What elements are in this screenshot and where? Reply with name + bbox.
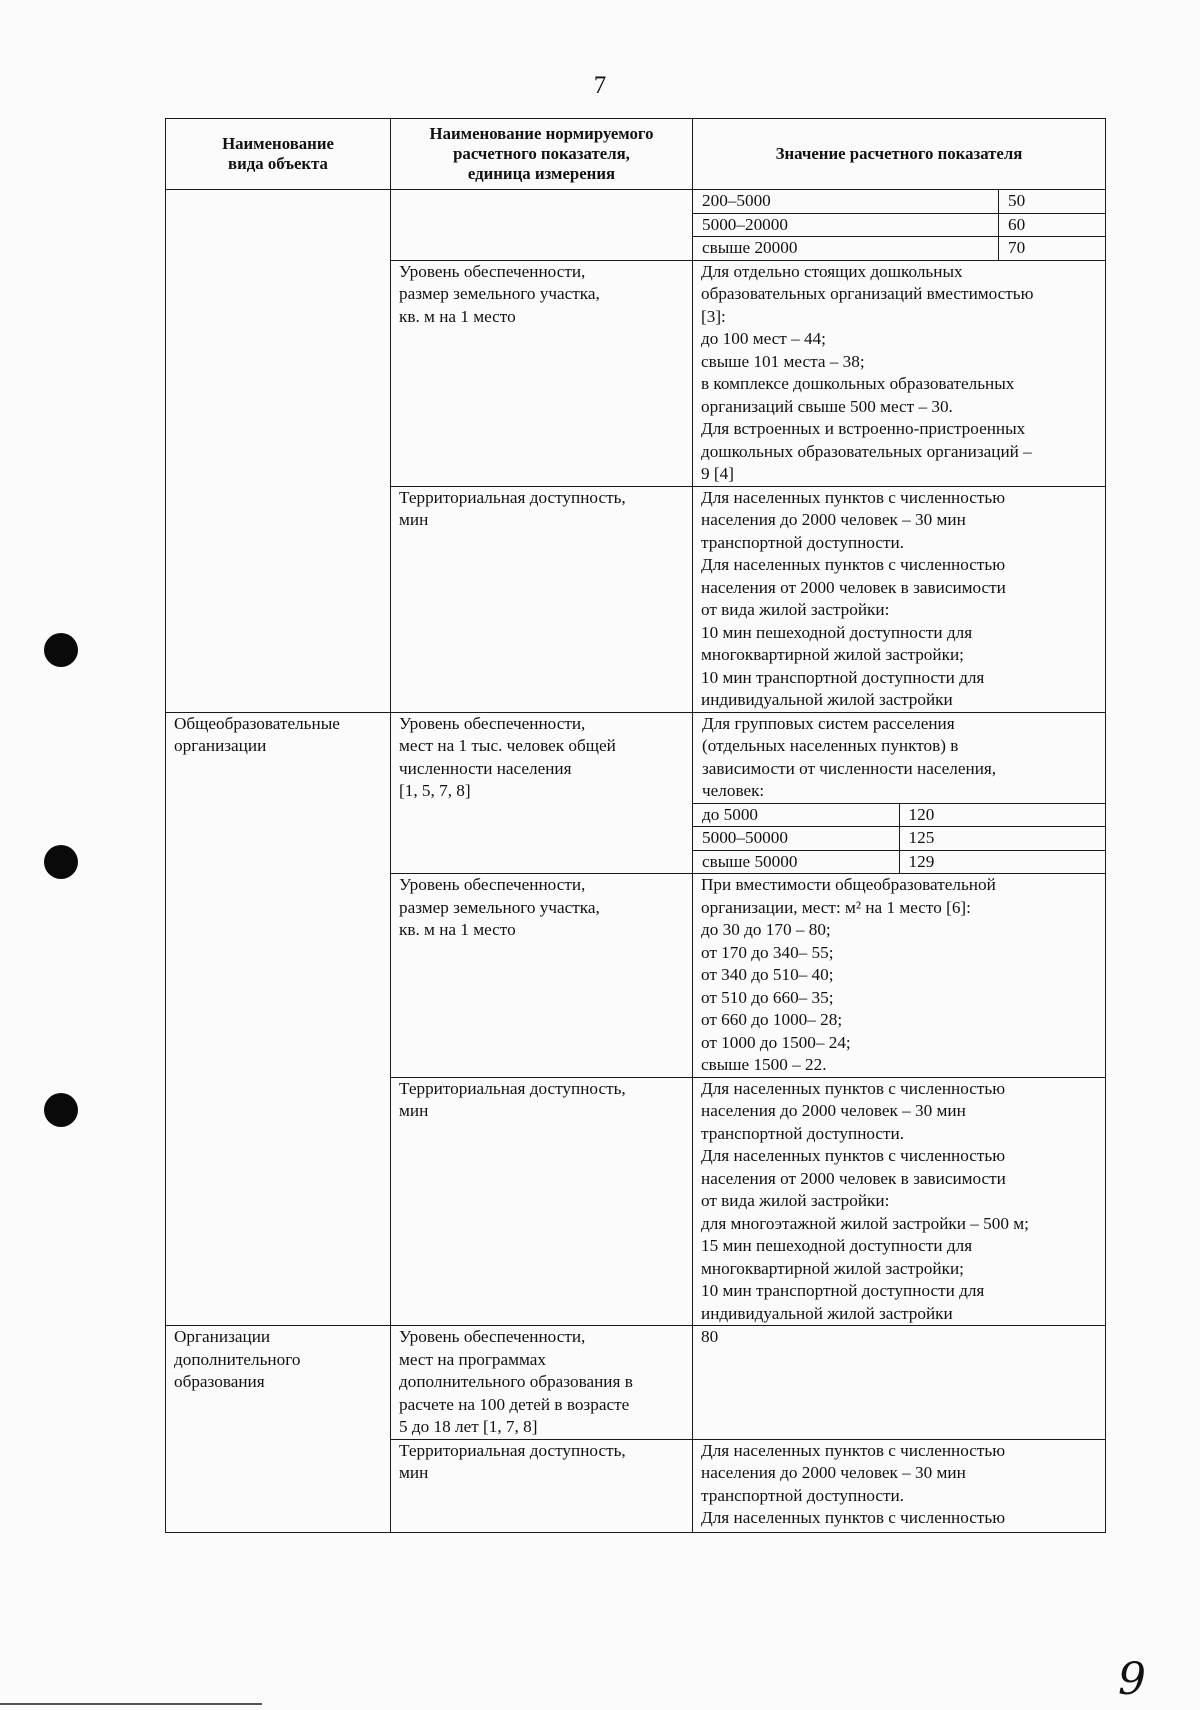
- binder-hole-icon: [44, 1093, 78, 1127]
- table-row: [166, 1326, 1106, 1440]
- range-value: 60: [999, 213, 1106, 237]
- range-row: [693, 850, 1105, 873]
- indicator-cell: Уровень обеспеченности, размер земельного участка, кв. м на 1 место: [391, 260, 693, 486]
- indicator-cell: Уровень обеспеченности, мест на 1 тыс. человек общей численности населения [1, 5, 7, 8]: [391, 712, 693, 874]
- range-label: 5000–20000: [693, 213, 999, 237]
- range-label: до 5000: [693, 803, 899, 827]
- value-cell: Для населенных пунктов с численностью населения до 2000 человек – 30 мин транспортной доступности. Для населенных пунктов с численностью населения от 2000 человек в зависимости от вида жилой застройки: 10 мин пешеходной доступности для многоквартирной жилой застройки; 10 мин транспортной доступности для индивидуальной жилой застройки: [693, 486, 1106, 712]
- value-cell: [693, 190, 1106, 261]
- indicator-cell: Уровень обеспеченности, мест на программах дополнительного образования в расчете на 100 детей в возрасте 5 до 18 лет [1, 7, 8]: [391, 1326, 693, 1440]
- range-value: 129: [899, 850, 1105, 873]
- range-subtable: [693, 190, 1105, 260]
- object-type-cell: Организации дополнительного образования: [166, 1326, 391, 1533]
- range-label: свыше 50000: [693, 850, 899, 873]
- value-cell: Для населенных пунктов с численностью населения до 2000 человек – 30 мин транспортной доступности. Для населенных пунктов с численностью населения от 2000 человек в зависимости от вида жилой застройки: для многоэтажной жилой застройки – 500 м; 15 мин пешеходной доступности для многоквартирной жилой застройки; 10 мин транспортной доступности для индивидуальной жилой застройки: [693, 1077, 1106, 1326]
- bottom-scan-line: [0, 1703, 262, 1705]
- range-note-row: [693, 713, 1105, 804]
- value-cell: 80: [693, 1326, 1106, 1440]
- value-cell: При вместимости общеобразовательной организации, мест: м² на 1 место [6]: до 30 до 170 – 80; от 170 до 340– 55; от 340 до 510– 40; от 510 до 660– 35; от 660 до 1000– 28; от 1000 до 1500– 24; свыше 1500 – 22.: [693, 874, 1106, 1078]
- range-note: Для групповых систем расселения (отдельных населенных пунктов) в зависимости от численности населения, человек:: [702, 713, 997, 800]
- value-cell: Для отдельно стоящих дошкольных образовательных организаций вместимостью [3]: до 100 мест – 44; свыше 101 места – 38; в комплексе дошкольных образовательных организаций свыше 500 мест – 30. Для встроенных и встроенно-пристроенных дошкольных образовательных организаций – 9 [4]: [693, 260, 1106, 486]
- range-subtable: [693, 713, 1105, 874]
- table-header-row: [166, 119, 1106, 190]
- binder-hole-icon: [44, 633, 78, 667]
- table-row: [166, 712, 1106, 874]
- range-label: свыше 20000: [693, 237, 999, 260]
- page-number: 7: [593, 72, 607, 99]
- value-cell: Для населенных пунктов с численностью населения до 2000 человек – 30 мин транспортной доступности. Для населенных пунктов с численностью: [693, 1439, 1106, 1532]
- header-value: Значение расчетного показателя: [693, 119, 1106, 190]
- range-row: [693, 827, 1105, 851]
- indicator-cell: [391, 190, 693, 261]
- header-object-type: Наименование вида объекта: [166, 119, 391, 190]
- range-value: 50: [999, 190, 1106, 213]
- range-row: [693, 190, 1105, 213]
- value-cell: [693, 712, 1106, 874]
- range-label: 5000–50000: [693, 827, 899, 851]
- binder-hole-icon: [44, 845, 78, 879]
- range-row: [693, 213, 1105, 237]
- handwritten-page-number: 9: [1118, 1654, 1146, 1705]
- norms-table: [165, 118, 1106, 1533]
- indicator-cell: Территориальная доступность, мин: [391, 1077, 693, 1326]
- range-label: 200–5000: [702, 191, 771, 210]
- object-type-cell: [166, 190, 391, 713]
- table-row: [166, 190, 1106, 261]
- header-indicator: Наименование нормируемого расчетного показателя, единица измерения: [391, 119, 693, 190]
- indicator-cell: Уровень обеспеченности, размер земельного участка, кв. м на 1 место: [391, 874, 693, 1078]
- range-row: [693, 803, 1105, 827]
- range-value: 70: [999, 237, 1106, 260]
- object-type-cell: Общеобразовательные организации: [166, 712, 391, 1326]
- range-value: 125: [899, 827, 1105, 851]
- indicator-cell: Территориальная доступность, мин: [391, 1439, 693, 1532]
- range-value: 120: [899, 803, 1105, 827]
- indicator-cell: Территориальная доступность, мин: [391, 486, 693, 712]
- handwritten-page-mark: [1118, 1654, 1178, 1705]
- range-row: [693, 237, 1105, 260]
